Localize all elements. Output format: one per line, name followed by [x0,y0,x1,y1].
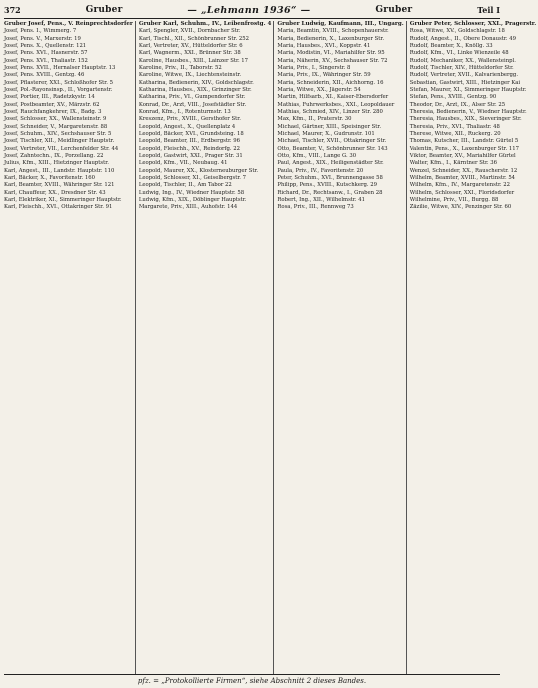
directory-entry: Konrad, Kfm., I., Rotenturmstr. 13 [138,108,231,115]
directory-entry: Josef, Pens. XVII., Hernalser Hauptstr. 13 [4,64,116,71]
directory-entry: Ludwig, Kfm., XIX., Döblinger Hauptstr. [138,197,247,204]
directory-entry: Wilhelm, Schlosser, XXI., Floridsdorfer [409,189,515,196]
page-header [4,3,500,17]
directory-entry: Katharina, Hausbes., XIX., Grinzinger Str. [138,86,252,93]
directory-entry: Josef, Pens. XVI., Hasnerstr. 57 [4,50,88,57]
running-head-mid: Gruber [375,5,413,15]
directory-column-1 [4,21,136,674]
directory-entry: Leopold, Maurer, XX., Klosterneuburger Str. [138,167,259,174]
directory-entry: Richard, Dr., Rechtsanw., I., Graben 28 [277,189,383,196]
directory-entry: Josef, Postbeamter, XV., Märzstr. 62 [4,101,100,108]
directory-column-2 [139,21,275,674]
directory-entry: Stefan, Pens., XVIII., Gentzg. 90 [409,94,497,101]
directory-entry: Karoline, Witwe, IX., Liechtensteinstr. [138,72,242,79]
directory-entry: Theresia, Hausbes., XIX., Sieveringer Str. [409,116,522,123]
directory-entry: Margarete, Priv., XIII., Auhofstr. 144 [138,204,238,211]
directory-entry: Karl, Beamter, XVIII., Währinger Str. 121 [4,182,115,189]
page-footer [4,674,500,687]
directory-entry: Josef, Schlosser, XX., Wallensteinstr. 9 [4,116,107,123]
directory-entry: Maria, Hausbes., XVI., Koppstr. 41 [277,42,371,49]
directory-entry: Rudolf, Tischler, XIV., Hütteldorfer Str. [409,64,514,71]
directory-entry: Zäzilie, Witwe, XIV., Penzinger Str. 60 [409,204,512,211]
directory-entry: Therese, Witwe, XII., Ruckerg. 20 [409,131,501,138]
directory-entry: Martin, Hilfsarb., XI., Kaiser-Ebersdorfer [277,94,389,101]
directory-entry: Rudolf, Beamter, X., Knöllg. 33 [409,42,493,49]
directory-entry: Thomas, Kutscher, III., Landstr. Gürtel 5 [409,138,519,145]
directory-entry: Peter, Schuhm., XVI., Brunnengasse 58 [277,175,383,182]
directory-entry: Rudolf, Mechaniker, XX., Wallensteinpl. [409,57,516,64]
directory-column-3 [277,21,406,674]
directory-entry: Leopold, Bäcker, XVI., Grundsteing. 18 [138,131,244,138]
directory-entry: Theresia, Bedienerin, V., Wiedner Hauptstr. [409,108,527,115]
directory-entry: Wilhelm, Beamter, XVIII., Martinstr. 54 [409,175,516,182]
directory-entry: Max, Kfm., II., Praterstr. 30 [277,116,352,123]
directory-entry: Josef, Vertreter, VII., Lerchenfelder Str. 44 [4,145,119,152]
directory-entry: Leopold, Fleischh., XV., Reindorfg. 22 [138,145,241,152]
directory-entry: Theodor, Dr., Arzt, IX., Alser Str. 25 [409,101,506,108]
directory-entry: Karoline, Priv., II., Taborstr. 52 [138,64,222,71]
directory-entry: Josef, Pol.-Rayonsinsp., II., Vorgartenstr. [4,86,113,93]
directory-entry: Sebastian, Gastwirt, XIII., Hietzinger Kai [409,79,521,86]
directory-entry: Maria, Priv., I., Singerstr. 8 [277,64,351,71]
directory-entry: Konrad, Dr., Arzt, VIII., Josefstädter Str. [138,101,247,108]
directory-entry: Karl, Vertreter, XV., Hütteldorfer Str. 6 [138,42,243,49]
directory-entry: Karl, Spengler, XVII., Dornbacher Str. [138,28,241,35]
directory-entry: Karl, Bäcker, X., Favoritenstr. 160 [4,175,96,182]
page-number: 372 [4,5,21,15]
directory-entry: Mathias, Schmied, XIV., Linzer Str. 280 [277,108,383,115]
directory-column-4 [410,21,538,674]
section-label: Teil I [477,5,500,15]
directory-entry: Karl, Wagnerm., XXI., Brünner Str. 38 [138,50,241,57]
directory-entry: Maria, Beamtin, XVIII., Schopenhauerstr. [277,28,389,35]
directory-entry: Rudolf, Angest., II., Obere Donaustr. 49 [409,35,516,42]
directory-entry: Mathias, Fuhrwerksbes., XXI., Leopoldauer [277,101,395,108]
directory-title: — „Lehmann 1936“ — [187,4,311,16]
directory-entry: Josef, Rauchfangkehrer, IX., Badg. 3 [4,108,102,115]
directory-entry: Wenzel, Schneider, XX., Rauscherstr. 12 [409,167,518,174]
directory-entry: Maria, Witwe, XX., Jägerstr. 54 [277,86,361,93]
directory-entry: Josef, Schneider, V., Margaretenstr. 88 [4,123,108,130]
directory-entry: Maria, Priv., IX., Währinger Str. 59 [277,72,371,79]
directory-entry: Wilhelm, Kfm., IV., Margaretenstr. 22 [409,182,511,189]
directory-entry: Josef, Zahntechn., IX., Porzellang. 22 [4,153,104,160]
directory-entry: Leopold, Angest., X., Quellenplatz 4 [138,123,236,130]
directory-entry: Maria, Bedienerin, X., Laxenburger Str. [277,35,385,42]
directory-entry: Maria, Näherin, XV., Sechshauser Str. 72 [277,57,388,64]
directory-entry: Josef, Schuhm., XIV., Sechshauser Str. 5 [4,131,112,138]
directory-entry: Walter, Kfm., I., Kärntner Str. 36 [409,160,498,167]
column-lead-entry: Gruber Ludwig, Kaufmann, III., Ungarg. [277,21,404,27]
running-head-left: Gruber [85,5,123,15]
directory-entry: Kreszenz, Priv., XVIII., Gersthofer Str. [138,116,241,123]
directory-entry: Rudolf, Kfm., VI., Linke Wienzeile 48 [409,50,509,57]
directory-entry: Rosa, Priv., III., Rennweg 73 [277,204,354,211]
directory-entry: Rudolf, Vertreter, XVII., Kalvarienbergg. [409,72,518,79]
directory-entry: Karl, Tischl., XII., Schönbrunner Str. 252 [138,35,249,42]
directory-entry: Viktor, Beamter, XV., Mariahilfer Gürtel [409,153,516,160]
directory-entry: Leopold, Kfm., VII., Neubaug. 41 [138,160,228,167]
directory-entry: Maria, Modistin, VI., Mariahilfer Str. 95 [277,50,385,57]
directory-entry: Josef, Pens. I., Wimmerg. 7 [4,28,77,35]
directory-entry: Josef, Pens. V., Marxerstr. 19 [4,35,81,42]
header-rule [4,18,500,19]
directory-entry: Theresia, Priv., XVI., Thaliastr. 48 [409,123,500,130]
directory-entry: Katharina, Bedienerin, XIV., Goldschlagstr. [138,79,254,86]
directory-entry: Philipp, Pens., XVIII., Kutschkerg. 29 [277,182,378,189]
directory-entry: Karl, Fleischh., XVI., Ottakringer Str. 91 [4,204,113,211]
directory-entry: Leopold, Beamter, III., Erdbergstr. 96 [138,138,241,145]
footer-note: pfz. = „Protokollierte Firmen“, siehe Abschnitt 2 dieses Bandes. [137,677,367,685]
directory-entry: Karl, Chauffeur, XX., Dresdner Str. 43 [4,189,106,196]
column-lead-entry: Gruber Karl, Schuhm., IV., Leibenfrostg. 4 [138,21,272,27]
directory-entry: Karoline, Hausbes., XIII., Lainzer Str. 17 [138,57,249,64]
directory-entry: Rosa, Witwe, XV., Goldschlagstr. 18 [409,28,505,35]
column-lead-entry: Gruber Peter, Schlosser, XXI., Pragerstr. [409,21,537,27]
directory-entry: Julius, Kfm., XIII., Hietzinger Hauptstr. [4,160,109,167]
directory-entry: Ludwig, Ing., IV., Wiedner Hauptstr. 58 [138,189,245,196]
directory-entry: Karl, Elektriker, XI., Simmeringer Hauptstr. [4,197,122,204]
directory-entry: Josef, Pens. X., Quellenstr. 121 [4,42,87,49]
directory-entry: Josef, Portier, III., Radetzkystr. 14 [4,94,95,101]
directory-entry: Josef, Pflasterer, XXI., Schloßhofer Str. 5 [4,79,113,86]
directory-entry: Katharina, Priv., VI., Gumpendorfer Str. [138,94,246,101]
directory-entry: Leopold, Tischler, II., Am Tabor 22 [138,182,232,189]
directory-entry: Robert, Ing., XII., Wilhelmstr. 41 [277,197,365,204]
directory-entry: Michael, Maurer, X., Gudrunstr. 101 [277,131,375,138]
directory-entry: Otto, Kfm., VIII., Lange G. 30 [277,153,357,160]
entry-columns [4,21,537,674]
directory-entry: Josef, Tischler, XII., Meidlinger Hauptstr. [4,138,115,145]
directory-entry: Michael, Tischler, XVII., Ottakringer Str. [277,138,387,145]
directory-entry: Michael, Gärtner, XIII., Speisinger Str. [277,123,382,130]
directory-entry: Josef, Pens. XVIII., Gentzg. 46 [4,72,85,79]
directory-entry: Leopold, Gastwirt, XXI., Prager Str. 31 [138,153,243,160]
directory-entry: Josef, Pens. XVI., Thaliastr. 152 [4,57,88,64]
directory-entry: Paul, Angest., XIX., Heiligenstädter Str. [277,160,384,167]
directory-entry: Karl, Angest., III., Landstr. Hauptstr. 110 [4,167,115,174]
directory-entry: Maria, Schneiderin, XII., Aichhorng. 16 [277,79,384,86]
directory-entry: Otto, Beamter, V., Schönbrunner Str. 143 [277,145,388,152]
directory-entry: Stefan, Maurer, XI., Simmeringer Hauptstr. [409,86,527,93]
directory-entry: Paula, Priv., IV., Favoritenstr. 20 [277,167,364,174]
directory-entry: Valentin, Pens., X., Laxenburger Str. 117 [409,145,519,152]
directory-entry: Leopold, Schlosser, XI., Geiselbergstr. 7 [138,175,247,182]
column-lead-entry: Gruber Josef, Pens., V. Reinprechtsdorfer [4,21,133,27]
directory-entry: Wilhelmine, Priv., VII., Burgg. 88 [409,197,499,204]
